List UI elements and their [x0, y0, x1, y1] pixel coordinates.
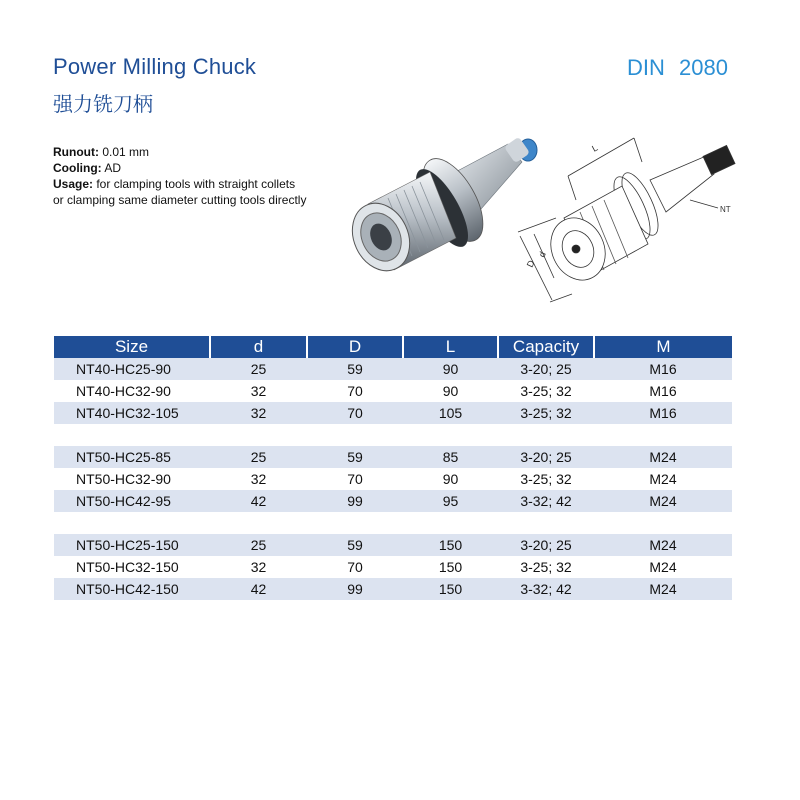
cell-d: 25: [210, 446, 307, 468]
col-header-L: L: [403, 336, 498, 358]
cell-L: 105: [403, 402, 498, 424]
cell-M: M24: [649, 559, 677, 575]
cell-d: 25: [210, 358, 307, 380]
spec-table: [54, 336, 732, 600]
cell-L: 95: [403, 490, 498, 512]
table-row: [54, 446, 732, 468]
spec-cooling: Cooling: AD: [53, 161, 121, 175]
cell-capacity: 3-32; 42: [498, 578, 594, 600]
col-header-size: Size: [54, 336, 210, 358]
cell-L: 90: [442, 471, 459, 487]
cell-D: 59: [307, 534, 403, 556]
cell-L: 90: [403, 358, 498, 380]
cell-d: 32: [250, 383, 267, 399]
table-header-row: [54, 336, 732, 358]
cell-D: 70: [347, 383, 363, 399]
cell-capacity: 3-20; 25: [498, 358, 594, 380]
table-row: [54, 534, 732, 556]
cell-size: NT40-HC32-90: [76, 383, 171, 399]
cell-M: M24: [594, 490, 732, 512]
table-row: [54, 402, 732, 424]
cell-d: 42: [210, 490, 307, 512]
cell-d: 32: [250, 559, 267, 575]
col-header-D: D: [307, 336, 403, 358]
cell-L: 90: [442, 383, 459, 399]
dim-label-NT: NT: [720, 205, 731, 214]
spec-usage: Usage: for clamping tools with straight collets or clamping same diameter cutting tools directly: [53, 177, 307, 207]
table-row: [54, 556, 732, 578]
cell-capacity: 3-25; 32: [520, 383, 572, 399]
cell-d: 25: [210, 534, 307, 556]
cell-D: 99: [307, 578, 403, 600]
cell-D: 99: [307, 490, 403, 512]
cell-capacity: 3-25; 32: [520, 559, 572, 575]
cell-d: 42: [210, 578, 307, 600]
table-row: [54, 468, 732, 490]
cell-capacity: 3-25; 32: [498, 402, 594, 424]
cell-L: 150: [403, 534, 498, 556]
dim-label-d: d: [536, 250, 548, 259]
cell-size: NT50-HC25-85: [54, 446, 210, 468]
col-header-d: d: [210, 336, 307, 358]
cell-size: NT50-HC25-150: [54, 534, 210, 556]
table-row: [54, 380, 732, 402]
cell-d: 32: [250, 471, 267, 487]
cell-L: 150: [438, 559, 463, 575]
cell-L: 150: [403, 578, 498, 600]
table-spacer: [54, 512, 732, 534]
cell-D: 59: [307, 358, 403, 380]
col-header-M: M: [594, 336, 732, 358]
product-title-chinese: 强力铣刀柄: [53, 92, 153, 116]
cell-capacity: 3-25; 32: [520, 471, 572, 487]
dim-label-D: D: [524, 258, 537, 269]
dim-label-L: L: [590, 142, 600, 154]
table-row: [54, 490, 732, 512]
cell-M: M24: [594, 446, 732, 468]
table-row: [54, 578, 732, 600]
spec-list: [53, 144, 309, 208]
cell-size: NT50-HC42-95: [54, 490, 210, 512]
table-spacer: [54, 424, 732, 446]
cell-M: M24: [594, 578, 732, 600]
cell-d: 32: [210, 402, 307, 424]
cell-capacity: 3-32; 42: [498, 490, 594, 512]
cell-capacity: 3-20; 25: [498, 446, 594, 468]
cell-M: M24: [594, 534, 732, 556]
cell-size: NT40-HC32-105: [54, 402, 210, 424]
cell-L: 85: [403, 446, 498, 468]
product-title: Power Milling Chuck: [53, 54, 257, 79]
cell-D: 70: [347, 559, 363, 575]
cell-size: NT50-HC42-150: [54, 578, 210, 600]
spec-runout: Runout: 0.01 mm: [53, 145, 149, 159]
cell-M: M16: [594, 358, 732, 380]
cell-size: NT50-HC32-150: [76, 559, 179, 575]
cell-D: 70: [347, 471, 363, 487]
cell-size: NT50-HC32-90: [76, 471, 171, 487]
table-row: [54, 358, 732, 380]
cell-M: M24: [649, 471, 677, 487]
standard-label: DIN 2080: [627, 55, 728, 80]
cell-M: M16: [649, 383, 677, 399]
cell-D: 59: [307, 446, 403, 468]
cell-D: 70: [307, 402, 403, 424]
col-header-capacity: Capacity: [498, 336, 594, 358]
cell-capacity: 3-20; 25: [498, 534, 594, 556]
cell-size: NT40-HC25-90: [54, 358, 210, 380]
cell-M: M16: [594, 402, 732, 424]
technical-drawing: [510, 128, 750, 308]
